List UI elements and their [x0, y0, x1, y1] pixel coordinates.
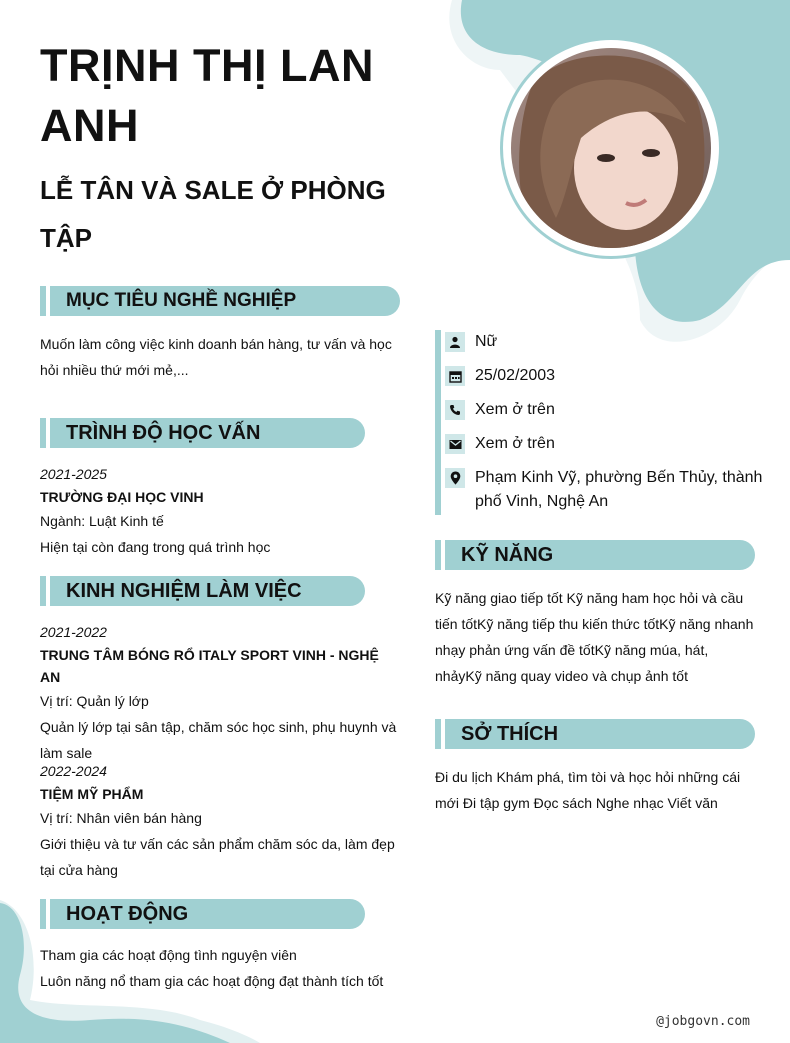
education-heading-label: TRÌNH ĐỘ HỌC VẤN [66, 422, 261, 444]
profile-photo-frame [500, 37, 722, 259]
skills-text: Kỹ năng giao tiếp tốt Kỹ năng ham học hỏi và cầu tiến tốtKỹ năng tiếp thu kiến thức tốtKỹ năng nhanh nhạy phản ứng vấn đề tốtKỹ năng múa, hát, nhảyKỹ năng quay video và chụp ảnh tốt [435, 590, 754, 684]
calendar-icon [445, 366, 465, 386]
education-period: 2021-2025 [40, 466, 107, 482]
skills-heading [435, 540, 755, 570]
hobbies-heading [435, 719, 755, 749]
profile-photo [511, 48, 711, 248]
education-item [40, 464, 400, 560]
phone-icon [445, 400, 465, 420]
experience-company: TRUNG TÂM BÓNG RỔ ITALY SPORT VINH - NGHỆ AN [40, 647, 379, 685]
activity-item: Tham gia các hoạt động tình nguyện viên [40, 947, 297, 963]
candidate-name: TRỊNH THỊ LAN ANH [40, 40, 374, 151]
education-heading [40, 418, 365, 448]
experience-heading-label: KINH NGHIỆM LÀM VIỆC [66, 580, 302, 602]
objective-text: Muốn làm công việc kinh doanh bán hàng, tư vấn và học hỏi nhiều thứ mới mẻ,... [40, 336, 392, 378]
experience-item [40, 761, 400, 883]
education-note: Hiện tại còn đang trong quá trình học [40, 539, 271, 555]
person-icon [445, 332, 465, 352]
experience-position: Vị trí: Quản lý lớp [40, 693, 149, 709]
contact-email [445, 432, 765, 456]
objective-heading [40, 286, 400, 316]
address-value: Phạm Kinh Vỹ, phường Bến Thủy, thành phố Vinh, Nghệ An [475, 469, 763, 510]
experience-heading [40, 576, 365, 606]
experience-period: 2021-2022 [40, 624, 107, 640]
hobbies-heading-label: SỞ THÍCH [461, 723, 559, 745]
contact-address [445, 466, 765, 514]
experience-description: Giới thiệu và tư vấn các sản phẩm chăm sóc da, làm đẹp tại cửa hàng [40, 836, 395, 878]
objective-heading-label: MỤC TIÊU NGHỀ NGHIỆP [66, 290, 297, 311]
education-major: Ngành: Luật Kinh tế [40, 513, 164, 529]
activities-heading-label: HOẠT ĐỘNG [66, 903, 189, 925]
activities-list [40, 942, 420, 994]
contact-info [435, 330, 771, 515]
experience-description: Quản lý lớp tại sân tập, chăm sóc học sinh, phụ huynh và làm sale [40, 719, 397, 761]
experience-period: 2022-2024 [40, 763, 107, 779]
gender-value: Nữ [475, 333, 498, 350]
contact-gender [445, 330, 765, 354]
email-value: Xem ở trên [475, 435, 555, 452]
contact-phone [445, 398, 765, 422]
mail-icon [445, 434, 465, 454]
phone-value: Xem ở trên [475, 401, 555, 418]
activity-item: Luôn năng nổ tham gia các hoạt động đạt thành tích tốt [40, 973, 384, 989]
activities-heading [40, 899, 365, 929]
experience-position: Vị trí: Nhân viên bán hàng [40, 810, 202, 826]
job-title: LỄ TÂN VÀ SALE Ở PHÒNG TẬP [40, 175, 386, 253]
experience-company: TIỆM MỸ PHẨM [40, 786, 144, 802]
experience-item [40, 622, 400, 766]
location-pin-icon [445, 468, 465, 488]
hobbies-text: Đi du lịch Khám phá, tìm tòi và học hỏi những cái mới Đi tập gym Đọc sách Nghe nhạc Viết văn [435, 769, 741, 811]
skills-heading-label: KỸ NĂNG [461, 544, 554, 566]
watermark: @jobgovn.com [656, 1014, 750, 1029]
education-school: TRƯỜNG ĐẠI HỌC VINH [40, 489, 204, 505]
birthday-value: 25/02/2003 [475, 367, 556, 384]
contact-birthday [445, 364, 765, 388]
